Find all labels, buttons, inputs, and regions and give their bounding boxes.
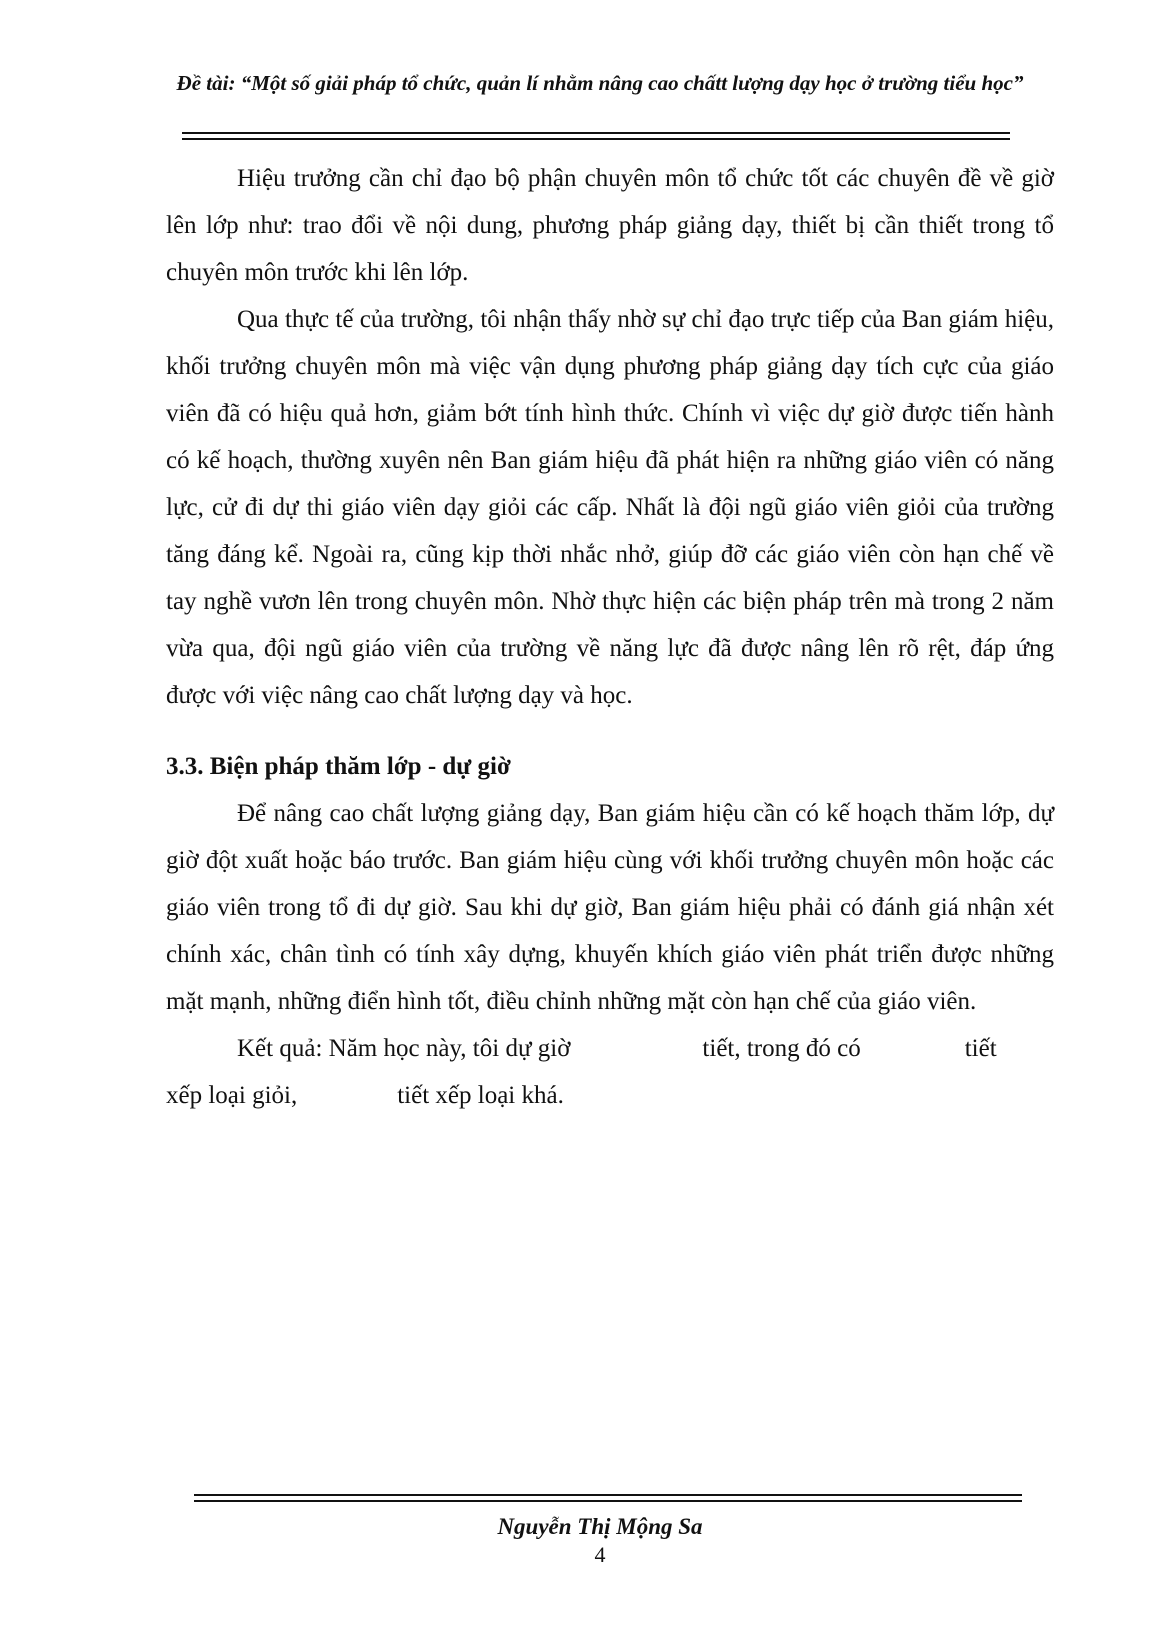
result-text-2: tiết, trong đó có <box>702 1035 861 1062</box>
footer-double-rule <box>194 1494 1022 1502</box>
section-heading: 3.3. Biện pháp thăm lớp - dự giờ <box>166 753 511 780</box>
result-text-1: Kết quả: Năm học này, tôi dự giờ <box>237 1035 571 1062</box>
footer-author: Nguyễn Thị Mộng Sa <box>497 1514 703 1539</box>
result-line-2 <box>166 1072 1054 1119</box>
document-body <box>166 155 1054 1119</box>
result-text-5: tiết xếp loại khá. <box>397 1082 564 1109</box>
result-line-1 <box>166 1025 1054 1072</box>
page-number: 4 <box>594 1542 606 1567</box>
document-header-title: Đề tài: “Một số giải pháp tổ chức, quản lí nhằm nâng cao chấtt lượng dạy học ở trường tiểu học” <box>176 71 1024 95</box>
paragraph-1: Hiệu trưởng cần chỉ đạo bộ phận chuyên môn tổ chức tốt các chuyên đề về giờ lên lớp như: trao đổi về nội dung, phương pháp giảng dạy, thiết bị cần thiết trong tổ chuyên môn trước khi lên lớp. <box>166 165 1054 286</box>
result-text-3: tiết <box>964 1035 997 1062</box>
paragraph-2: Qua thực tế của trường, tôi nhận thấy nhờ sự chỉ đạo trực tiếp của Ban giám hiệu, khối trưởng chuyên môn mà việc vận dụng phương pháp giảng dạy tích cực của giáo viên đã có hiệu quả hơn, giảm bớt tính hình thức. Chính vì việc dự giờ được tiến hành có kế hoạch, thường xuyên nên Ban giám hiệu đã phát hiện ra những giáo viên có năng lực, cử đi dự thi giáo viên dạy giỏi các cấp. Nhất là đội ngũ giáo viên giỏi của trường tăng đáng kể. Ngoài ra, cũng kịp thời nhắc nhở, giúp đỡ các giáo viên còn hạn chế về tay nghề vươn lên trong chuyên môn. Nhờ thực hiện các biện pháp trên mà trong 2 năm vừa qua, đội ngũ giáo viên của trường về năng lực đã được nâng lên rõ rệt, đáp ứng được với việc nâng cao chất lượng dạy và học. <box>166 306 1054 709</box>
header-double-rule <box>182 132 1010 140</box>
result-text-4: xếp loại giỏi, <box>166 1082 298 1109</box>
paragraph-3: Để nâng cao chất lượng giảng dạy, Ban giám hiệu cần có kế hoạch thăm lớp, dự giờ đột xuất hoặc báo trước. Ban giám hiệu cùng với khối trưởng chuyên môn hoặc các giáo viên trong tổ đi dự giờ. Sau khi dự giờ, Ban giám hiệu phải có đánh giá nhận xét chính xác, chân tình có tính xây dựng, khuyến khích giáo viên phát triển được những mặt mạnh, những điển hình tốt, điều chỉnh những mặt còn hạn chế của giáo viên. <box>166 800 1054 1015</box>
